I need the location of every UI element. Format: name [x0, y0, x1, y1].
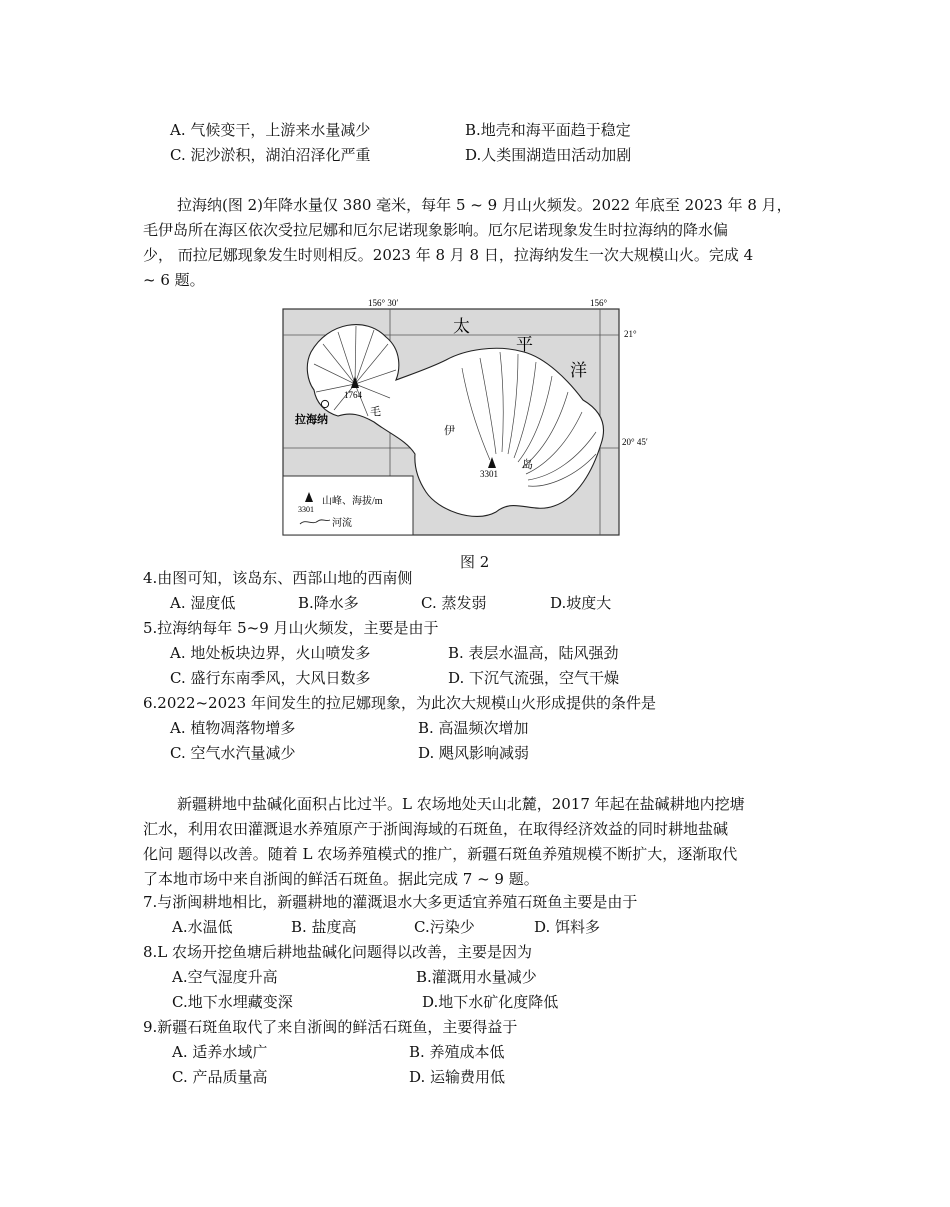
- island-label-char: 伊: [444, 425, 455, 437]
- passage-line: 毛伊岛所在海区依次受拉尼娜和厄尔尼诺现象影响。厄尔尼诺现象发生时拉海纳的降水偏: [143, 221, 729, 239]
- maui-map: [278, 292, 670, 542]
- island-label-char: 岛: [522, 459, 533, 471]
- q6-option-d: D. 飓风影响减弱: [418, 744, 530, 762]
- q3-option-b: B.地壳和海平面趋于稳定: [465, 121, 631, 139]
- q8-option-b: B.灌溉用水量减少: [416, 968, 537, 986]
- peak-east-elevation: 3301: [480, 469, 498, 479]
- passage-line: ~ 6 题。: [143, 271, 205, 289]
- peak-west-elevation: 1764: [344, 390, 362, 400]
- q7-option-b: B. 盐度高: [291, 918, 357, 936]
- q4-option-d: D.坡度大: [550, 594, 612, 612]
- legend-river-label: 河流: [332, 518, 352, 529]
- q9-option-c: C. 产品质量高: [172, 1068, 268, 1086]
- q4-stem: 4.由图可知，该岛东、西部山地的西南侧: [143, 569, 413, 587]
- q8-option-a: A.空气湿度升高: [172, 968, 278, 986]
- q9-stem: 9.新疆石斑鱼取代了来自浙闽的鲜活石斑鱼，主要得益于: [143, 1018, 518, 1036]
- figure-caption: 图 2: [460, 553, 490, 571]
- q4-option-c: C. 蒸发弱: [421, 594, 487, 612]
- passage-xinjiang: [143, 792, 811, 892]
- q7-option-d: D. 饵料多: [534, 918, 601, 936]
- q6-option-c: C. 空气水汽量减少: [170, 744, 296, 762]
- legend-peak-label: 山峰、海拔/m: [322, 496, 383, 507]
- town-label: 拉海纳: [295, 414, 328, 426]
- q5-option-a: A. 地处板块边界，火山喷发多: [170, 644, 371, 662]
- q7-option-c: C.污染少: [414, 918, 475, 936]
- longitude-label: 156°: [590, 298, 608, 308]
- q5-stem: 5.拉海纳每年 5~9 月山火频发，主要是由于: [143, 619, 439, 637]
- passage-lahaina: [143, 193, 811, 293]
- q5-option-b: B. 表层水温高，陆风强劲: [448, 644, 619, 662]
- ocean-label-char: 洋: [570, 361, 587, 380]
- passage-line: 少， 而拉尼娜现象发生时则相反。2023 年 8 月 8 日，拉海纳发生一次大规模山火。完成 4: [143, 246, 754, 264]
- q6-option-b: B. 高温频次增加: [418, 719, 529, 737]
- q3-option-a: A. 气候变干，上游来水量减少: [170, 121, 371, 139]
- passage-line: 新疆耕地中盐碱化面积占比过半。L 农场地处天山北麓，2017 年起在盐碱耕地内挖塘: [177, 795, 745, 813]
- passage-line: 化问 题得以改善。随着 L 农场养殖模式的推广，新疆石斑鱼养殖规模不断扩大，逐渐取代: [143, 845, 738, 863]
- latitude-label: 21°: [624, 329, 637, 339]
- legend-peak-value: 3301: [298, 505, 314, 514]
- q7-stem: 7.与浙闽耕地相比，新疆耕地的灌溉退水大多更适宜养殖石斑鱼主要是由于: [143, 893, 638, 911]
- island-label-char: 毛: [370, 406, 381, 418]
- q8-option-c: C.地下水埋藏变深: [172, 993, 293, 1011]
- q4-option-a: A. 湿度低: [170, 594, 236, 612]
- ocean-label-char: 平: [516, 335, 533, 354]
- q7-option-a: A.水温低: [172, 918, 233, 936]
- q3-option-d: D.人类围湖造田活动加剧: [465, 146, 632, 164]
- passage-line: 汇水，利用农田灌溉退水养殖原产于浙闽海域的石斑鱼，在取得经济效益的同时耕地盐碱: [143, 820, 729, 838]
- passage-line: 拉海纳(图 2)年降水量仅 380 毫米，每年 5 ~ 9 月山火频发。2022 年底至 2023 年 8 月，: [177, 196, 792, 214]
- q6-option-a: A. 植物凋落物增多: [170, 719, 296, 737]
- q4-option-b: B.降水多: [298, 594, 359, 612]
- q6-stem: 6.2022~2023 年间发生的拉尼娜现象，为此次大规模山火形成提供的条件是: [143, 694, 656, 712]
- q3-option-c: C. 泥沙淤积，湖泊沼泽化严重: [170, 146, 371, 164]
- latitude-label: 20° 45′: [622, 437, 648, 447]
- q8-option-d: D.地下水矿化度降低: [422, 993, 559, 1011]
- q5-option-c: C. 盛行东南季风，大风日数多: [170, 669, 371, 687]
- q9-option-a: A. 适养水域广: [172, 1043, 268, 1061]
- town-marker-icon: [321, 400, 328, 407]
- longitude-label: 156° 30′: [368, 298, 399, 308]
- ocean-label-char: 太: [453, 317, 470, 336]
- q9-option-b: B. 养殖成本低: [409, 1043, 505, 1061]
- q9-option-d: D. 运输费用低: [409, 1068, 506, 1086]
- passage-line: 了本地市场中来自浙闽的鲜活石斑鱼。据此完成 7 ~ 9 题。: [143, 870, 539, 888]
- q8-stem: 8.L 农场开挖鱼塘后耕地盐碱化问题得以改善，主要是因为: [143, 943, 533, 961]
- q5-option-d: D. 下沉气流强，空气干燥: [448, 669, 620, 687]
